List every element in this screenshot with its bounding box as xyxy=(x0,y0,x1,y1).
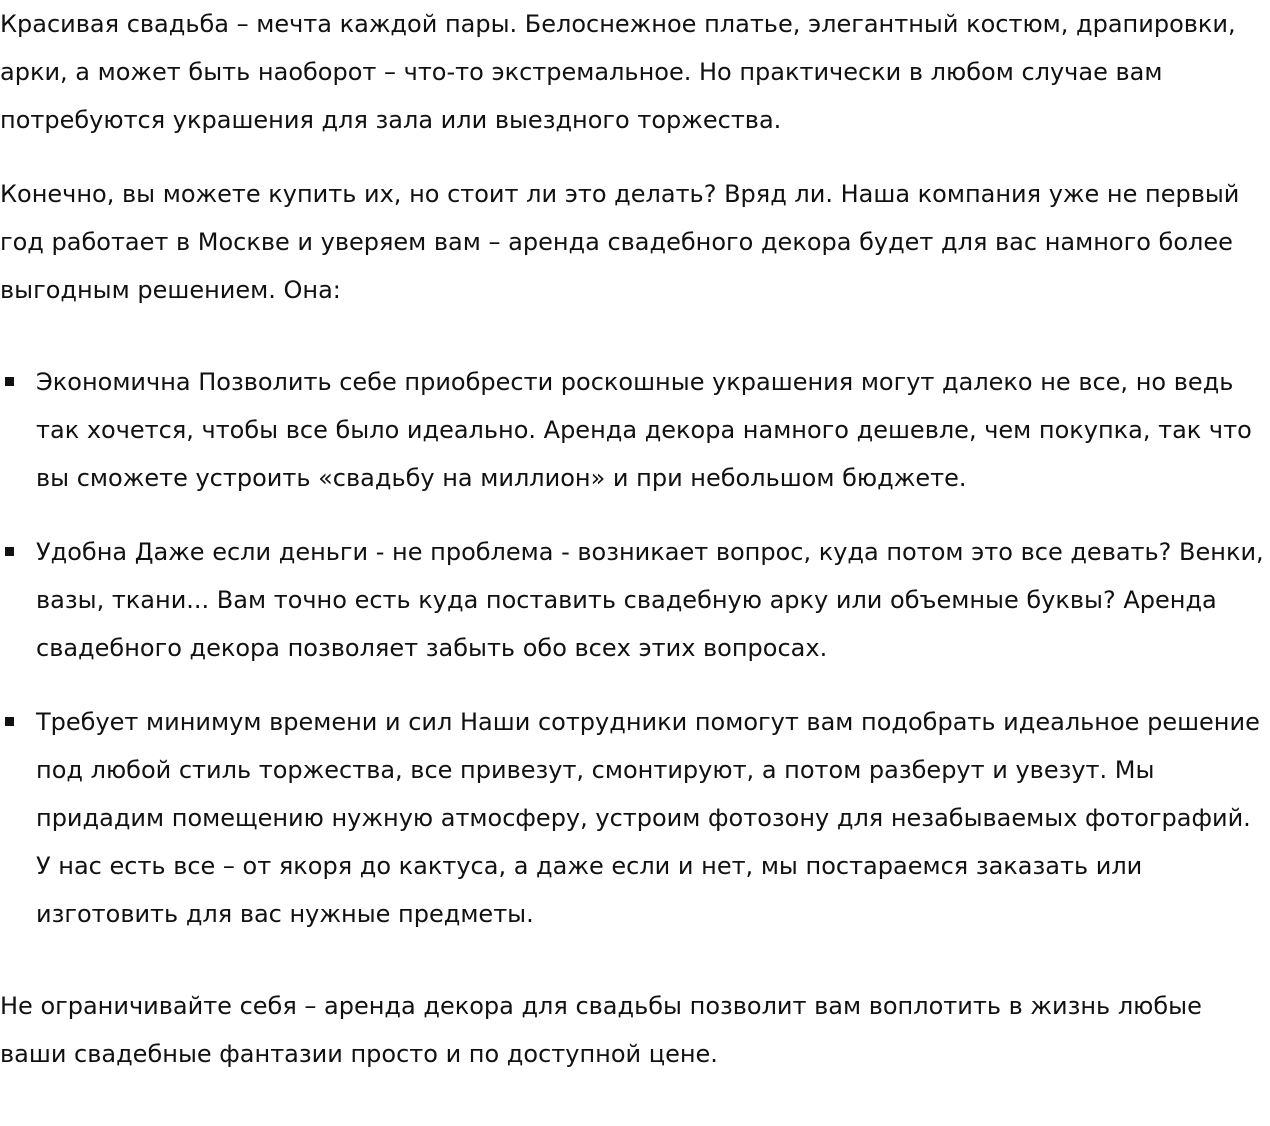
square-bullet-icon xyxy=(5,377,14,386)
benefit-text: Требует минимум времени и сил Наши сотрудники помогут вам подобрать идеальное решение под любой стиль торжества, все привезут, смонтируют, а потом разберут и увезут. Мы придадим помещению нужную атмосферу, устроим фотозону для незабываемых фотографий. У нас есть все – от якоря до кактуса, а даже если и нет, мы постараемся заказать или изготовить для вас нужные предметы. xyxy=(36,708,1260,928)
intro-paragraph: Красивая свадьба – мечта каждой пары. Белоснежное платье, элегантный костюм, драпировки, арки, а может быть наоборот – что-то экстремальное. Но практически в любом случае вам потребуются украшения для зала или выездного торжества. xyxy=(0,10,1236,134)
square-bullet-icon xyxy=(5,547,14,556)
list-item xyxy=(0,698,1270,938)
benefits-list xyxy=(0,358,1270,938)
benefit-text: Экономична Позволить себе приобрести роскошные украшения могут далеко не все, но ведь так хочется, чтобы все было идеально. Аренда декора намного дешевле, чем покупка, так что вы сможете устроить «свадьбу на миллион» и при небольшом бюджете. xyxy=(36,368,1252,492)
closing-paragraph: Не ограничивайте себя – аренда декора для свадьбы позволит вам воплотить в жизнь любые ваши свадебные фантазии просто и по доступной цене. xyxy=(0,992,1202,1068)
list-item xyxy=(0,358,1270,502)
square-bullet-icon xyxy=(5,717,14,726)
intro-paragraph: Конечно, вы можете купить их, но стоит ли это делать? Вряд ли. Наша компания уже не первый год работает в Москве и уверяем вам – аренда свадебного декора будет для вас намного более выгодным решением. Она: xyxy=(0,180,1240,304)
benefit-text: Удобна Даже если деньги - не проблема - возникает вопрос, куда потом это все девать? Венки, вазы, ткани... Вам точно есть куда поставить свадебную арку или объемные буквы? Аренда свадебного декора позволяет забыть обо всех этих вопросах. xyxy=(36,538,1264,662)
list-item xyxy=(0,528,1270,672)
